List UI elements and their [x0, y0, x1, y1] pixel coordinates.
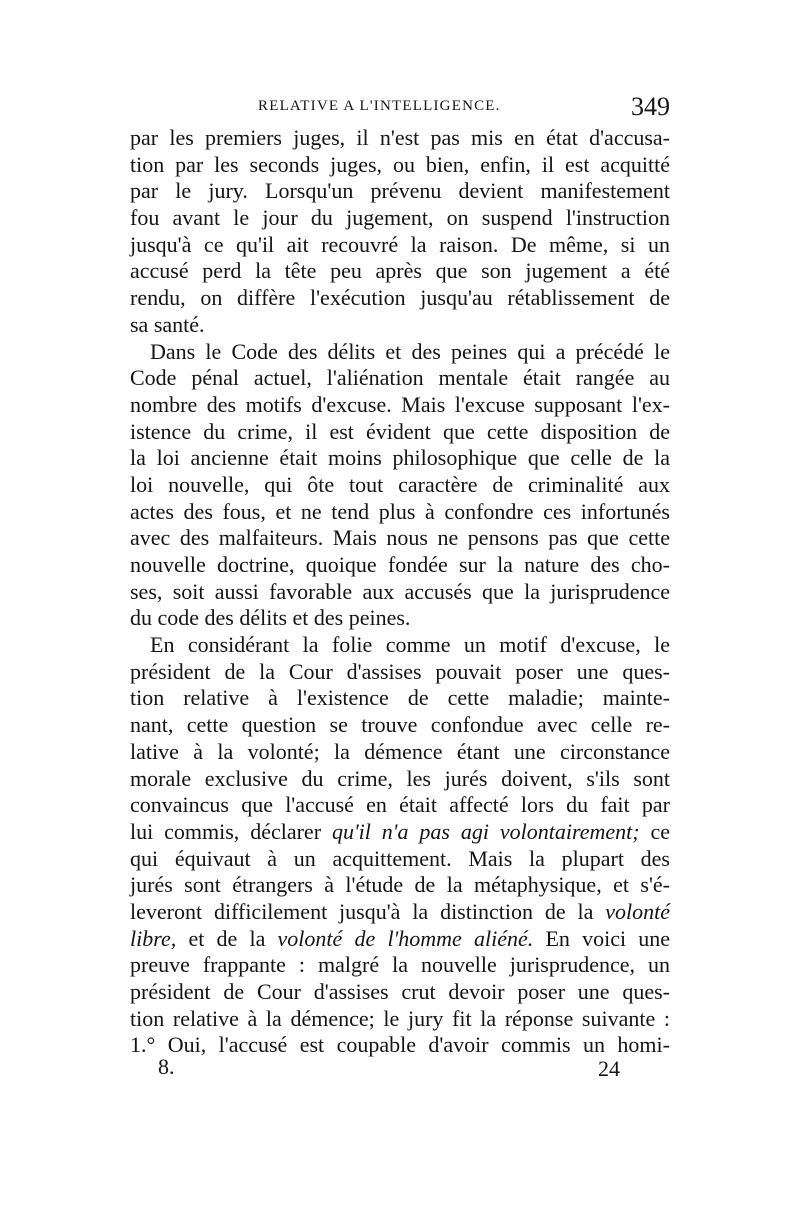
sheet-number: 24	[598, 1056, 620, 1081]
text-segment: leveront difficilement jusqu'à la distinction de la	[130, 898, 594, 924]
text-segment: En voici une	[545, 925, 671, 951]
text-line-mixed	[130, 926, 670, 953]
text-line: nant, cette question se trouve confondue avec celle re-	[130, 712, 670, 738]
text-line: président de la Cour d'assises pouvait poser une ques-	[130, 658, 670, 684]
text-line-mixed	[130, 899, 670, 926]
text-line: preuve frappante : malgré la nouvelle jurisprudence, un	[130, 952, 670, 978]
text-line: président de Cour d'assises crut devoir poser une ques-	[130, 979, 670, 1004]
text-line: tion par les seconds juges, ou bien, enfin, il est acquitté	[130, 151, 670, 177]
running-title: RELATIVE A L'INTELLIGENCE.	[258, 98, 501, 114]
text-line: istence du crime, il est évident que cette disposition de	[130, 418, 670, 444]
body-text	[130, 125, 670, 1059]
text-line-mixed	[130, 819, 670, 846]
text-line: nombre des motifs d'excuse. Mais l'excuse supposant l'ex-	[130, 391, 670, 417]
italic-quote: qu'il n'a pas agi volontairement;	[331, 818, 640, 844]
text-line: tion relative à la démence; le jury fit la réponse suivante :	[130, 1005, 670, 1031]
text-segment: et de la	[188, 925, 266, 951]
text-segment: ce	[650, 818, 671, 844]
italic-term: libre,	[130, 925, 177, 951]
running-head	[130, 92, 670, 122]
text-line: ses, soit aussi favorable aux accusés que la jurisprudence	[130, 578, 670, 604]
text-line: Code pénal actuel, l'aliénation mentale était rangée au	[130, 365, 670, 391]
text-line: morale exclusive du crime, les jurés doivent, s'ils sont	[130, 765, 670, 791]
paragraph-start-line: Dans le Code des délits et des peines qui a précédé le	[150, 338, 670, 364]
text-line: rendu, on diffère l'exécution jusqu'au rétablissement de	[130, 285, 670, 311]
text-line: par les premiers juges, il n'est pas mis en état d'accusa-	[130, 125, 670, 150]
text-line: convaincus que l'accusé en était affecté lors du fait par	[130, 792, 670, 818]
text-line: avec des malfaiteurs. Mais nous ne pensons pas que cette	[130, 525, 670, 551]
text-line: loi nouvelle, qui ôte tout caractère de criminalité aux	[130, 471, 670, 497]
paragraph-start-line: En considérant la folie comme un motif d'excuse, le	[150, 632, 670, 658]
text-segment: lui commis, déclarer	[130, 818, 322, 844]
italic-term: volonté de l'homme aliéné.	[277, 925, 534, 951]
text-line: par le jury. Lorsqu'un prévenu devient manifestement	[130, 178, 670, 204]
page-footer	[150, 1054, 620, 1084]
paragraph-end-line: du code des délits et des peines.	[130, 605, 411, 631]
text-line: tion relative à l'existence de cette maladie; mainte-	[130, 685, 670, 711]
text-line: la loi ancienne était moins philosophique que celle de la	[130, 445, 670, 471]
text-line: nouvelle doctrine, quoique fondée sur la nature des cho-	[130, 552, 670, 577]
text-line: jurés sont étrangers à l'étude de la métaphysique, et s'é-	[130, 872, 670, 898]
text-line: fou avant le jour du jugement, on suspend l'instruction	[130, 205, 670, 231]
paragraph-end-line: sa santé.	[130, 311, 205, 337]
text-line: accusé perd la tête peu après que son jugement a été	[130, 258, 670, 284]
text-line: qui équivaut à un acquittement. Mais la plupart des	[130, 845, 670, 871]
text-line: actes des fous, et ne tend plus à confondre ces infortunés	[130, 498, 670, 524]
signature-mark: 8.	[158, 1054, 175, 1079]
text-line: jusqu'à ce qu'il ait recouvré la raison. De même, si un	[130, 231, 670, 257]
text-line: 1.° Oui, l'accusé est coupable d'avoir commis un homi-	[130, 1032, 670, 1058]
italic-term: volonté	[605, 898, 670, 924]
text-line: lative à la volonté; la démence étant une circonstance	[130, 738, 670, 764]
page-number: 349	[631, 92, 670, 121]
